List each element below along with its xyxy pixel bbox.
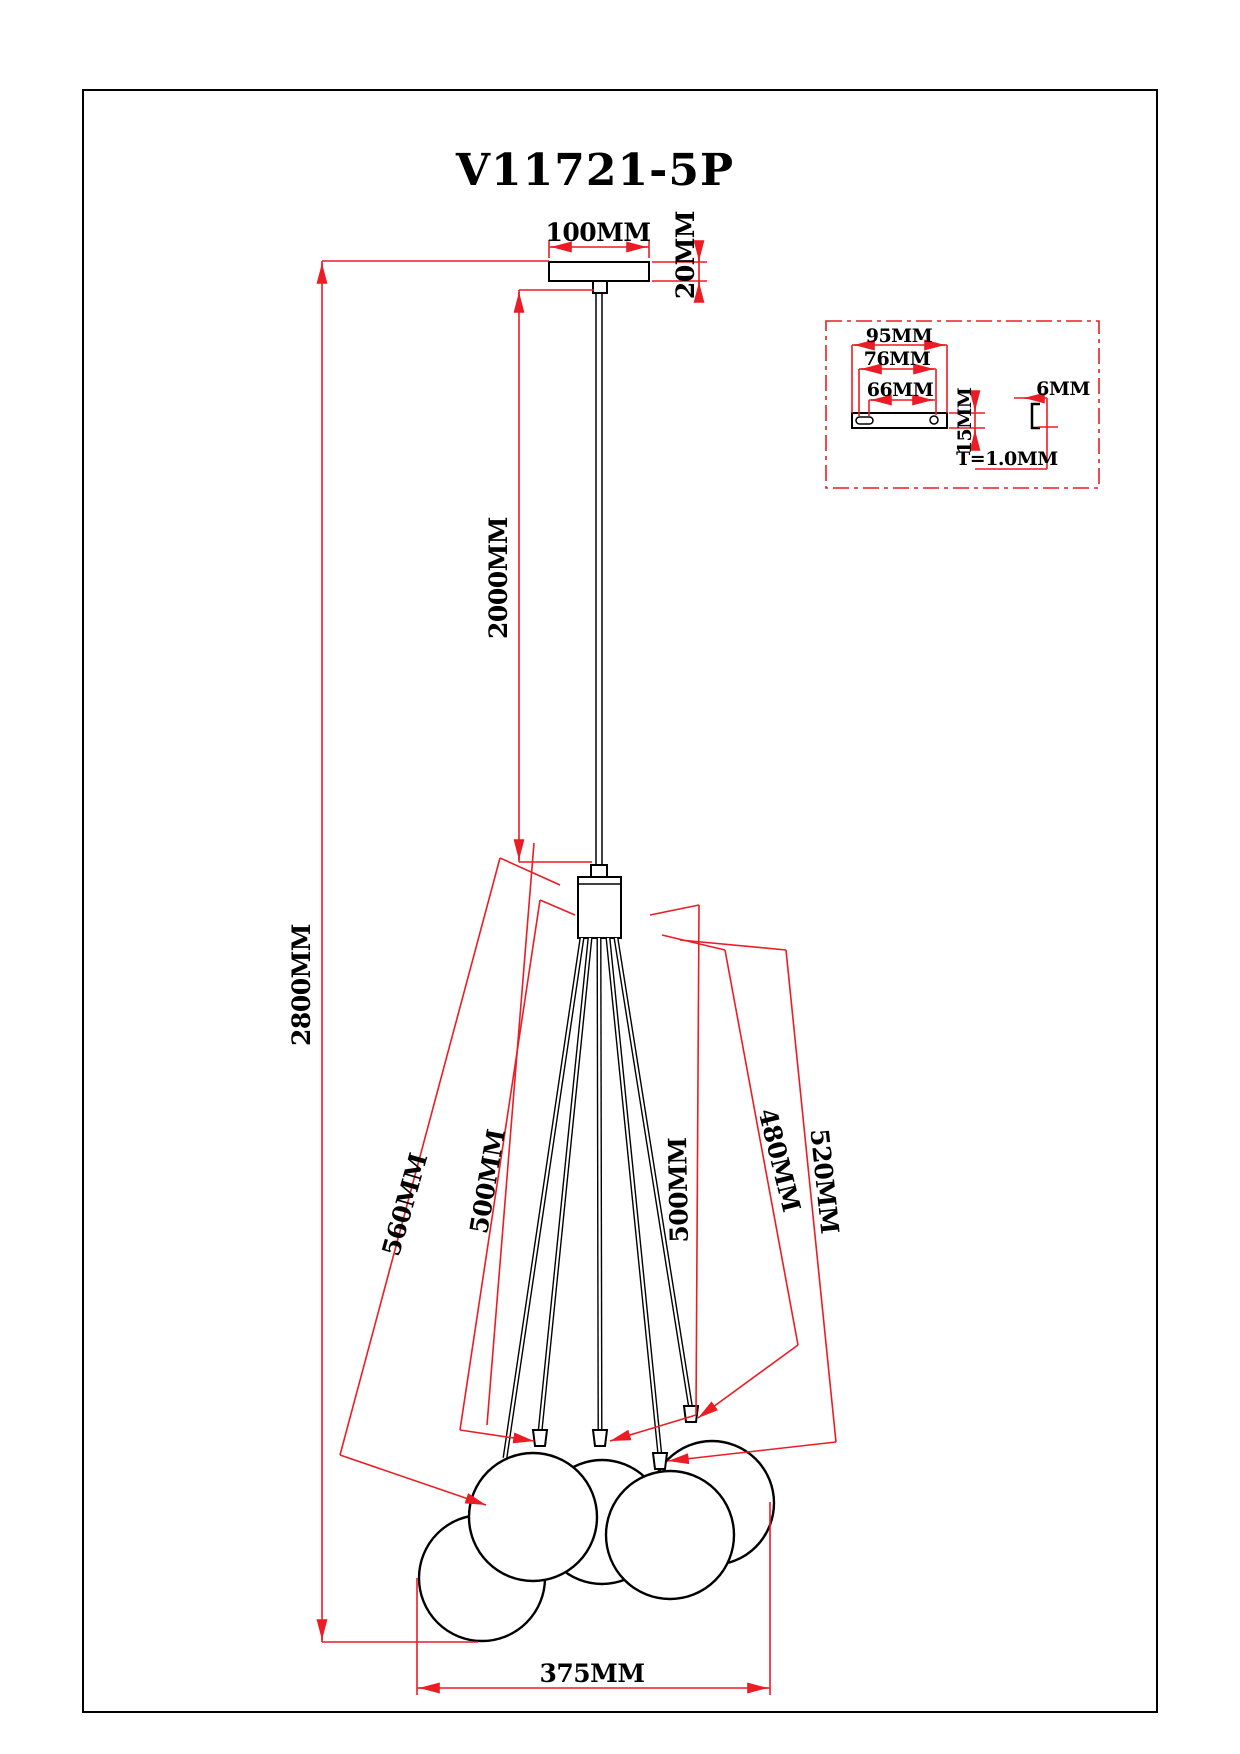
dim-cluster-width-label: 375MM — [539, 1659, 645, 1688]
rod-collar — [591, 865, 607, 877]
dim-rod-length — [519, 290, 594, 862]
dim-wire-560-label: 560MM — [376, 1150, 434, 1260]
dim-overall-height — [322, 261, 549, 1642]
dim-flange-6-label: 6MM — [1036, 378, 1090, 400]
socket-3 — [653, 1453, 667, 1469]
glass-sphere-front-left — [469, 1453, 597, 1581]
dim-plate-66-label: 66MM — [866, 379, 934, 401]
mounting-plate — [852, 413, 947, 428]
dim-wire-560 — [340, 843, 560, 1505]
dim-overall-height-label: 2800MM — [287, 924, 316, 1046]
dim-plate-95-label: 95MM — [865, 325, 933, 347]
canopy-neck — [593, 281, 607, 293]
ceiling-canopy — [549, 262, 649, 281]
cord-holder-cylinder — [578, 877, 621, 938]
plate-side-profile — [1032, 404, 1040, 428]
glass-sphere-front-right — [606, 1471, 734, 1599]
socket-1 — [533, 1430, 547, 1446]
pendant-wire-3 — [599, 938, 600, 1432]
pendant-wire-4 — [608, 938, 660, 1456]
drawing-title: V11721-5P — [455, 145, 735, 196]
thickness-note-label: T=1.0MM — [956, 448, 1058, 470]
dim-wire-500-right-label: 500MM — [663, 1137, 694, 1243]
pendant-fixture — [419, 262, 774, 1641]
dim-plate-76-label: 76MM — [863, 348, 931, 370]
dim-wire-500-left-label: 500MM — [464, 1127, 512, 1236]
dim-wire-520-label: 520MM — [804, 1127, 845, 1235]
dim-canopy-width-label: 100MM — [545, 218, 651, 247]
suspension-rod — [596, 293, 602, 865]
dim-wire-520 — [668, 940, 836, 1461]
dim-canopy-height-label: 20MM — [671, 210, 700, 300]
dim-plate-15-label: 15MM — [954, 387, 976, 455]
socket-2 — [593, 1430, 607, 1446]
dim-rod-length-label: 2000MM — [484, 517, 513, 639]
dim-wire-480-label: 480MM — [752, 1105, 807, 1215]
